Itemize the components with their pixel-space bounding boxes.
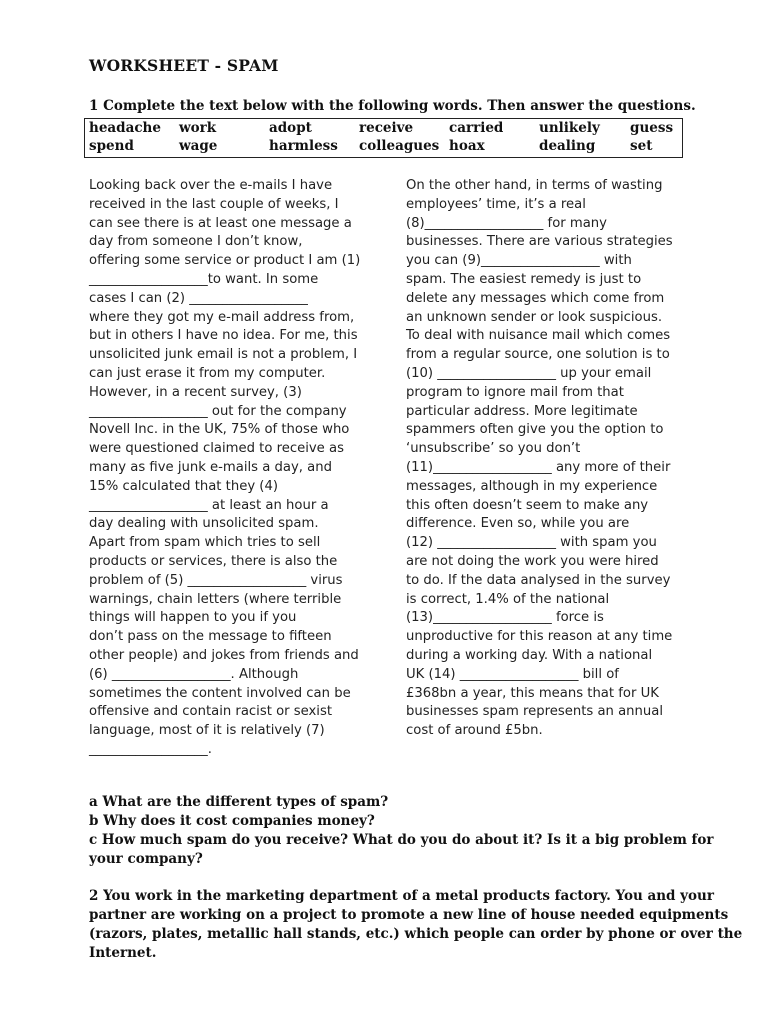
word-item: headache	[89, 120, 161, 136]
text-line: (12) __________________ with spam you	[406, 535, 657, 551]
text-line: offensive and contain racist or sexist	[89, 704, 333, 720]
word-item: wage	[179, 138, 218, 154]
text-line: day from someone I don’t know,	[89, 234, 303, 250]
text-line: __________________to want. In some	[89, 271, 319, 287]
text-line: from a regular source, one solution is to	[406, 347, 670, 363]
word-item: work	[179, 120, 217, 136]
worksheet-title: WORKSHEET - SPAM	[89, 56, 279, 75]
text-line: To deal with nuisance mail which comes	[406, 328, 671, 344]
question-c: c How much spam do you receive? What do you do about it? Is it a big problem for	[89, 832, 714, 848]
text-line: things will happen to you if you	[89, 610, 297, 626]
exercise-2-line: Internet.	[89, 945, 157, 961]
text-line: were questioned claimed to receive as	[89, 441, 344, 457]
text-line: you can (9)__________________ with	[406, 253, 632, 269]
text-line: On the other hand, in terms of wasting	[406, 178, 663, 193]
question-b: b Why does it cost companies money?	[89, 813, 375, 829]
text-line: problem of (5) __________________ virus	[89, 572, 343, 588]
word-item: colleagues	[359, 138, 440, 154]
text-line: __________________ at least an hour a	[89, 497, 329, 513]
word-item: harmless	[269, 138, 338, 154]
text-line: cost of around £5bn.	[406, 723, 543, 739]
text-line: program to ignore mail from that	[406, 384, 624, 400]
text-line: UK (14) __________________ bill of	[406, 666, 619, 682]
text-line: spam. The easiest remedy is just to	[406, 271, 642, 287]
text-line: where they got my e-mail address from,	[89, 309, 355, 325]
text-line: but in others I have no idea. For me, this	[89, 328, 358, 344]
text-line: (6) __________________. Although	[89, 666, 299, 682]
text-line: £368bn a year, this means that for UK	[406, 685, 659, 701]
exercise-1-instruction: 1 Complete the text below with the following words. Then answer the questions.	[89, 98, 696, 114]
text-line: this often doesn’t seem to make any	[406, 497, 649, 513]
text-line: ‘unsubscribe’ so you don’t	[406, 441, 581, 457]
text-line: (11)__________________ any more of their	[406, 459, 671, 475]
text-line: day dealing with unsolicited spam.	[89, 516, 319, 532]
question-a: a What are the different types of spam?	[89, 794, 389, 810]
text-column-right	[406, 177, 673, 741]
text-line: businesses. There are various strategies	[406, 234, 673, 250]
text-line: Novell Inc. in the UK, 75% of those who	[89, 422, 350, 438]
text-line: Looking back over the e-mails I have	[89, 178, 333, 193]
word-item: hoax	[449, 138, 485, 154]
exercise-2-line: (razors, plates, metallic hall stands, etc.) which people can order by phone or over the	[89, 926, 743, 942]
text-line: can see there is at least one message a	[89, 215, 352, 231]
text-line: delete any messages which come from	[406, 290, 665, 306]
text-line: cases I can (2) __________________	[89, 290, 308, 306]
text-line: received in the last couple of weeks, I	[89, 196, 339, 212]
text-line: messages, although in my experience	[406, 478, 658, 494]
text-line: employees’ time, it’s a real	[406, 196, 586, 212]
text-line: during a working day. With a national	[406, 647, 653, 663]
text-line: products or services, there is also the	[89, 553, 338, 569]
word-item: adopt	[269, 120, 312, 136]
text-line: many as five junk e-mails a day, and	[89, 459, 332, 475]
text-line: to do. If the data analysed in the survey	[406, 572, 671, 588]
text-line: (8)__________________ for many	[406, 215, 607, 231]
text-line: an unknown sender or look suspicious.	[406, 309, 663, 325]
word-item: spend	[89, 138, 134, 154]
word-item: set	[630, 138, 653, 154]
word-item: guess	[630, 120, 674, 136]
text-line: difference. Even so, while you are	[406, 516, 630, 532]
text-line: warnings, chain letters (where terrible	[89, 591, 342, 607]
word-item: carried	[449, 120, 504, 136]
question-c-continued: your company?	[89, 851, 203, 867]
text-line: is correct, 1.4% of the national	[406, 591, 610, 607]
text-line: spammers often give you the option to	[406, 422, 664, 438]
text-column-left	[89, 177, 360, 760]
exercise-2-line: partner are working on a project to promote a new line of house needed equipments	[89, 907, 729, 923]
text-line: However, in a recent survey, (3)	[89, 384, 302, 400]
exercise-2-line: 2 You work in the marketing department of a metal products factory. You and your	[89, 888, 714, 904]
word-item: dealing	[539, 138, 596, 154]
text-line: (13)__________________ force is	[406, 610, 604, 626]
text-line: can just erase it from my computer.	[89, 365, 326, 381]
text-line: are not doing the work you were hired	[406, 553, 659, 569]
text-line: businesses spam represents an annual	[406, 704, 663, 720]
text-line: sometimes the content involved can be	[89, 685, 351, 701]
text-line: 15% calculated that they (4)	[89, 478, 278, 494]
text-line: language, most of it is relatively (7)	[89, 723, 325, 739]
text-line: (10) __________________ up your email	[406, 365, 652, 381]
text-line: __________________.	[89, 741, 212, 757]
text-line: Apart from spam which tries to sell	[89, 535, 321, 551]
text-line: don’t pass on the message to fifteen	[89, 629, 332, 645]
text-line: __________________ out for the company	[89, 403, 347, 419]
word-box	[84, 118, 683, 158]
text-line: unsolicited junk email is not a problem, I	[89, 347, 358, 363]
text-line: offering some service or product I am (1)	[89, 253, 361, 269]
word-item: unlikely	[539, 120, 600, 136]
text-line: other people) and jokes from friends and	[89, 647, 359, 663]
word-item: receive	[359, 120, 414, 136]
text-line: particular address. More legitimate	[406, 403, 638, 419]
text-line: unproductive for this reason at any time	[406, 629, 673, 645]
